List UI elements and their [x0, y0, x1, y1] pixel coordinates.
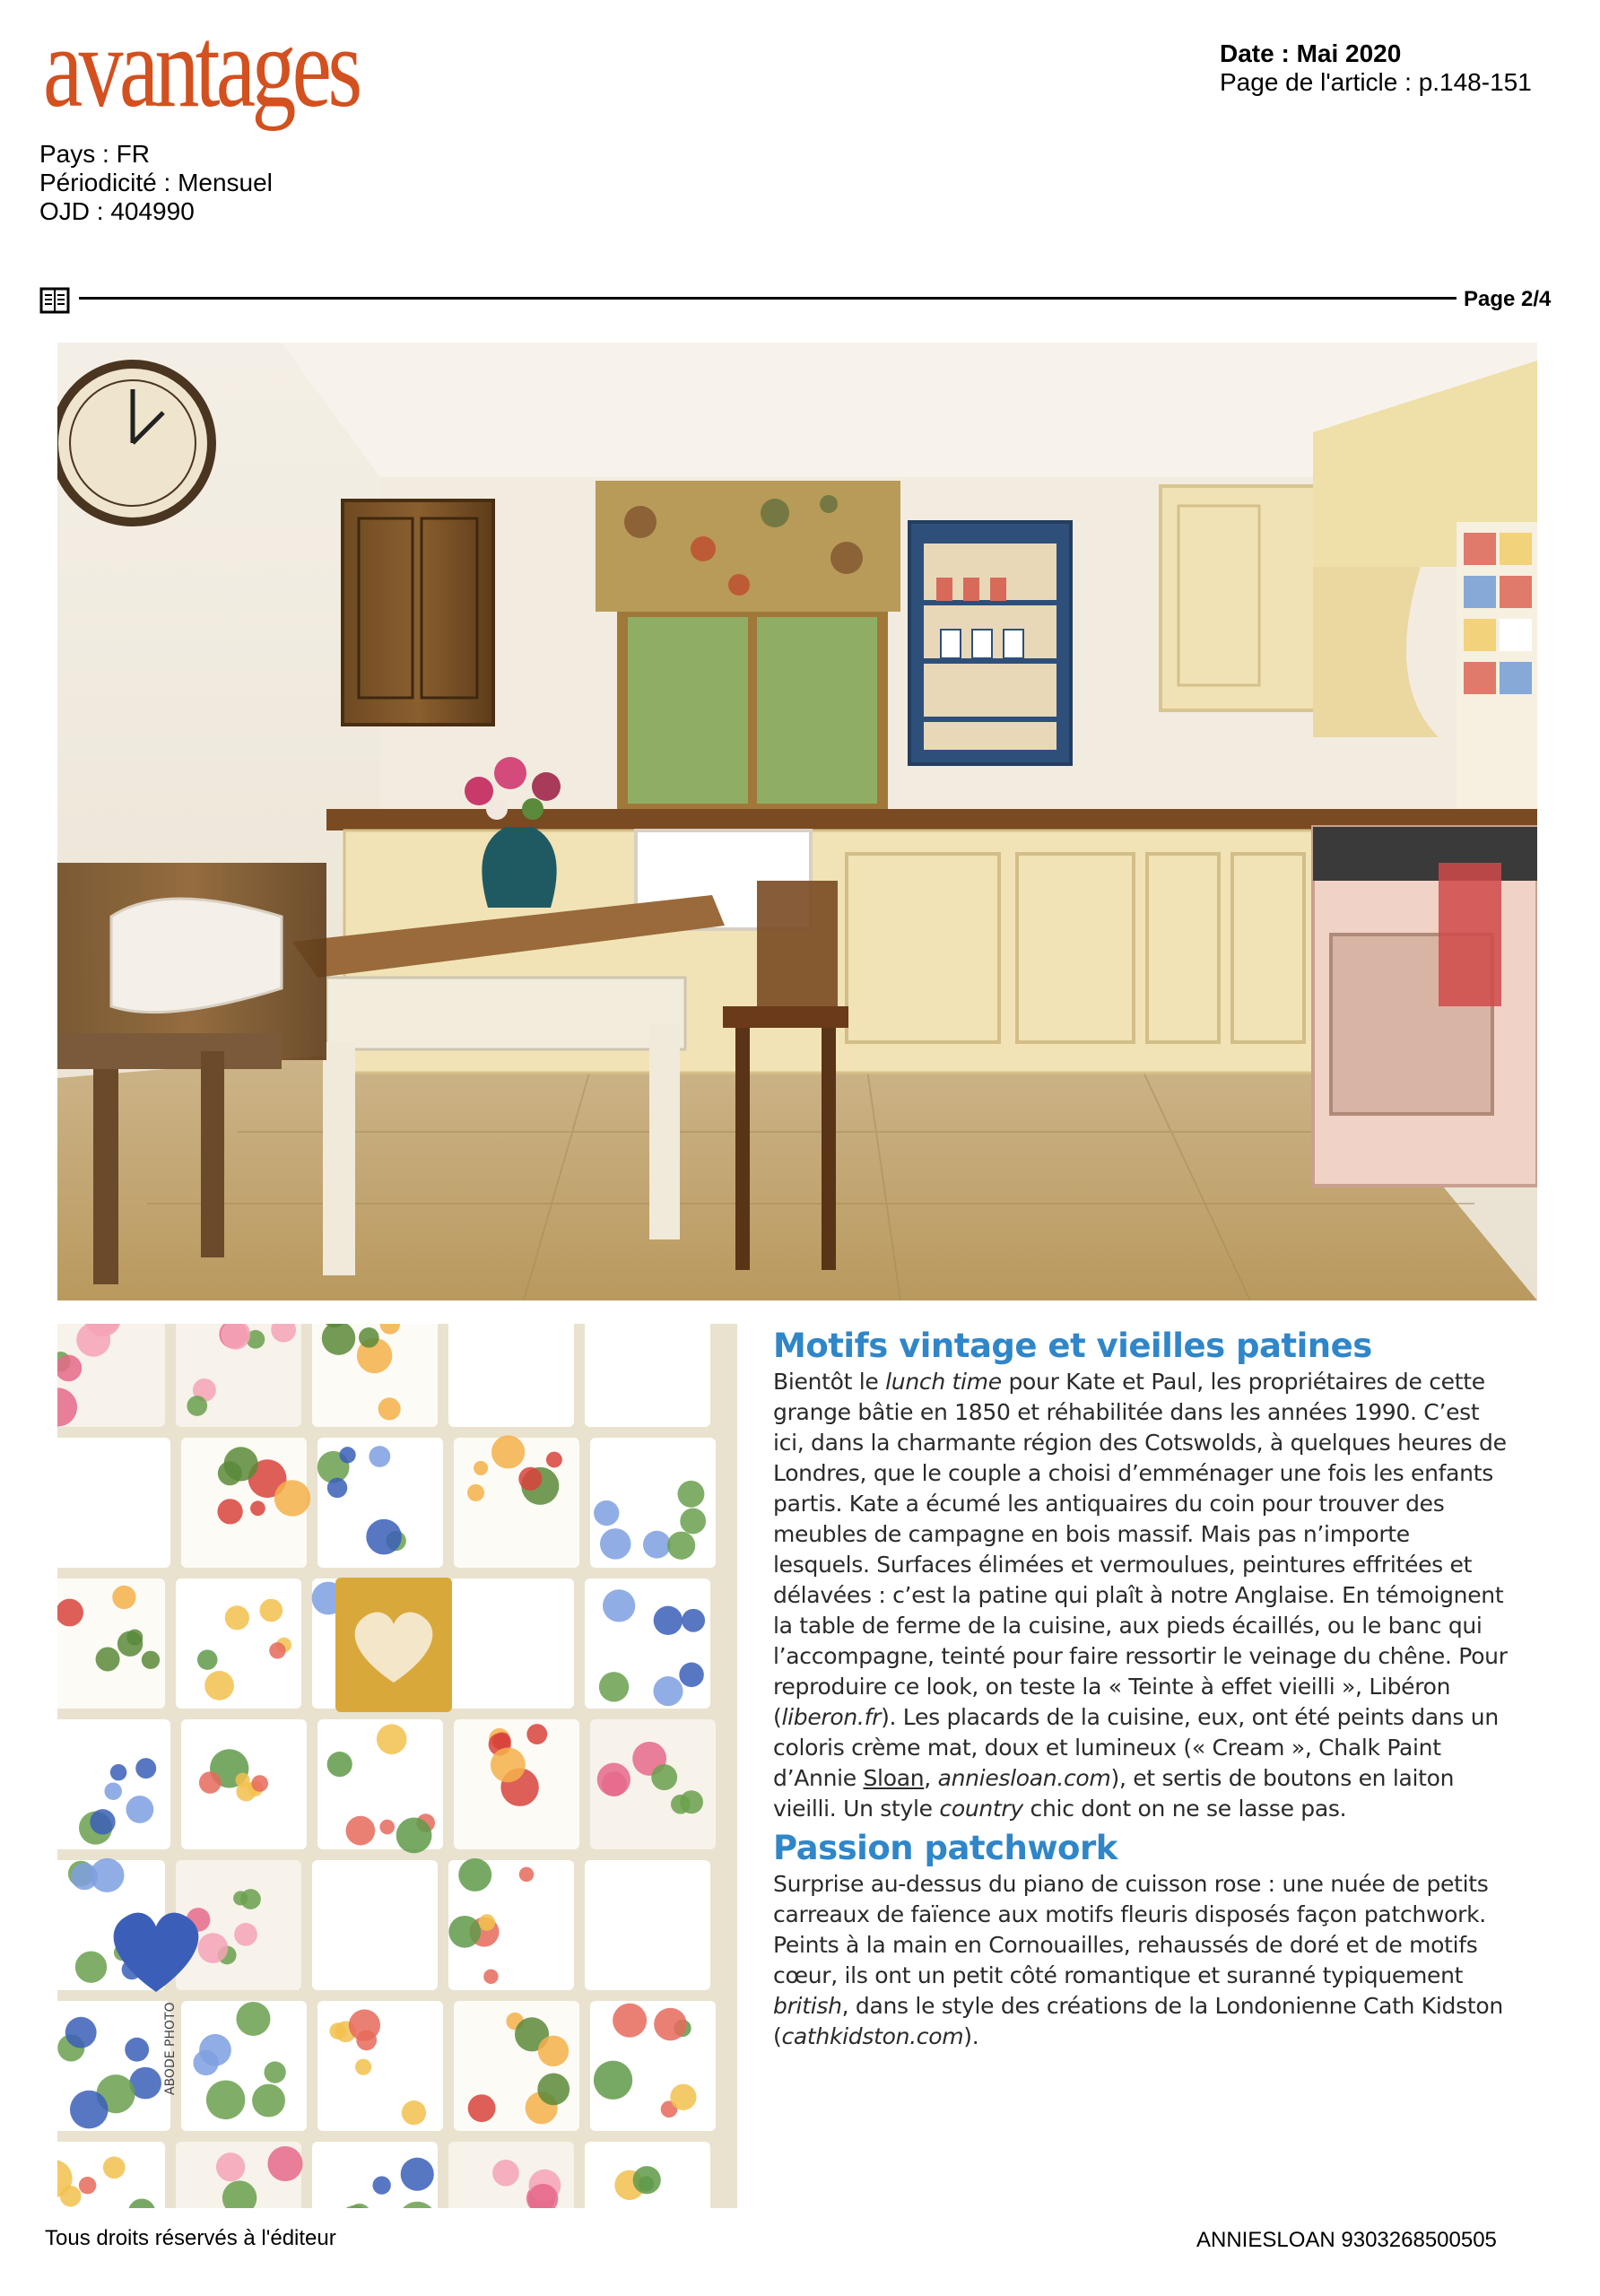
photo-credit: ABODE PHOTO — [163, 2002, 178, 2095]
tile-flower — [236, 2002, 270, 2036]
tile — [448, 1324, 574, 1427]
tile-flower — [378, 1397, 401, 1420]
tile-flower — [526, 1724, 547, 1744]
tile-flower — [217, 1499, 242, 1524]
tile-flower — [654, 1606, 683, 1635]
tile — [448, 1578, 574, 1709]
tile-flower — [269, 1642, 285, 1658]
tile-flower — [491, 1747, 526, 1782]
tile-flower — [402, 2100, 426, 2125]
tile-flower — [396, 1818, 432, 1854]
tile-flower — [197, 1649, 218, 1670]
tile-flower — [199, 1771, 222, 1794]
header-rule — [79, 297, 1457, 300]
tile-flower — [467, 1484, 484, 1501]
tile-flower — [600, 1528, 631, 1560]
newspaper-icon — [39, 285, 70, 316]
country: Pays : FR — [39, 140, 150, 168]
tile-flower — [653, 1676, 683, 1706]
tile-flower — [252, 2084, 285, 2118]
tile-flower — [79, 2177, 96, 2194]
tile-flower — [103, 2156, 126, 2179]
tile — [585, 1860, 710, 1990]
tile-flower — [667, 1532, 695, 1560]
tile-flower — [240, 1889, 261, 1909]
tile-flower — [104, 1782, 121, 1799]
tile-flower — [492, 2160, 519, 2187]
tile-flower — [206, 2081, 246, 2120]
document-code: ANNIESLOAN 9303268500505 — [1196, 2228, 1497, 2252]
tile-flower — [613, 2004, 647, 2038]
tile-flower — [204, 1671, 234, 1700]
tile-flower — [349, 2009, 380, 2040]
tile — [312, 1860, 438, 1990]
kitchen-illustration — [57, 343, 1537, 1300]
tile-flower — [369, 1446, 390, 1467]
page-number: Page 2/4 — [1464, 287, 1552, 311]
tile-flower — [474, 1461, 488, 1475]
tile-flower — [682, 1609, 705, 1632]
tile-flower — [274, 1480, 310, 1516]
tile-flower — [265, 2061, 286, 2083]
tile-flower — [594, 2061, 632, 2100]
tile — [57, 1578, 165, 1709]
tile-flower — [346, 1816, 376, 1846]
tile-flower — [225, 1605, 249, 1630]
rights-notice: Tous droits réservés à l'éditeur — [45, 2226, 336, 2250]
tile-flower — [112, 1586, 135, 1609]
tile-flower — [372, 2176, 390, 2194]
tile-flower — [329, 2022, 346, 2039]
tile-flower — [538, 2036, 569, 2066]
tile-flower — [677, 1481, 704, 1508]
tile-flower — [491, 1435, 525, 1468]
article-date: Date : Mai 2020 — [1220, 39, 1402, 67]
periodicity: Périodicité : Mensuel — [39, 169, 273, 196]
tile-flower — [76, 1324, 110, 1357]
tile-flower — [110, 1764, 126, 1780]
tile-flower — [518, 1467, 542, 1491]
tile-flower — [198, 1933, 229, 1963]
tile-flower — [359, 1327, 379, 1348]
tile-flower — [458, 1858, 491, 1892]
tile-flower — [594, 1500, 619, 1526]
article-body — [773, 1326, 1509, 2056]
tile-flower — [193, 2050, 218, 2075]
tile-flower — [216, 2152, 245, 2181]
tile-flower — [327, 1478, 347, 1498]
tile-flower — [251, 1775, 268, 1792]
ojd: OJD : 404990 — [39, 197, 195, 225]
kitchen-photo — [57, 343, 1537, 1300]
tile-flower — [260, 1599, 283, 1622]
tile-flower — [479, 1914, 496, 1931]
tile-flower — [234, 1923, 257, 1946]
tile-flower — [65, 2017, 97, 2048]
tile-flower — [401, 2158, 434, 2191]
tile-flower — [671, 1795, 691, 1814]
tile-flower — [468, 2094, 496, 2122]
tile-flower — [135, 1758, 156, 1779]
tile-flower — [125, 2038, 149, 2062]
tile-flower — [142, 1651, 160, 1669]
tile-flower — [70, 2091, 109, 2129]
article-pages: Page de l'article : p.148-151 — [1220, 68, 1532, 96]
tile-flower — [651, 1764, 677, 1790]
tile-flower — [603, 1589, 635, 1622]
article-heading-patchwork: Passion patchwork — [773, 1829, 1117, 1867]
tile-flower — [327, 1752, 352, 1777]
tile-flower — [679, 1663, 704, 1688]
tile-flower — [90, 1809, 115, 1834]
tile-flower — [250, 1500, 265, 1516]
tile — [585, 1324, 710, 1427]
tile-flower — [339, 1447, 355, 1463]
article-heading-motifs: Motifs vintage et vieilles patines — [773, 1326, 1372, 1365]
article-meta — [1220, 39, 1532, 97]
tile-flower — [680, 1509, 706, 1535]
publication-meta — [39, 140, 273, 226]
tiles-photo — [57, 1324, 737, 2208]
tile-flower — [670, 2084, 696, 2110]
article-paragraph-2: Surprise au-dessus du piano de cuisson rose : une nuée de petits carreaux de faïence aux motifs fleuris disposés façon patchwork. Peints à la main en Cornouailles, rehaussés de doré et de motifs cœur, ils ont un petit côté romantique et suranné typiquement british, dans le style des créations de la Londonienne Cath Kidston (cathkidston.com). — [773, 1871, 1503, 2049]
tile-flower — [117, 1631, 143, 1657]
tile-flower — [633, 2166, 661, 2194]
tile-flower — [483, 1970, 498, 1984]
tile — [57, 1438, 170, 1568]
magazine-logo: avantages — [43, 4, 359, 131]
tile-flower — [223, 1447, 257, 1481]
patchwork-tiles-illustration — [57, 1324, 737, 2208]
tile-flower — [377, 1724, 407, 1754]
tile-flower — [355, 2059, 371, 2075]
tile-grid — [57, 1324, 716, 2208]
tile-flower — [366, 1519, 402, 1555]
tile-flower — [546, 1452, 562, 1468]
tile-flower — [654, 2008, 687, 2041]
tile-flower — [643, 1531, 671, 1559]
tile-flower — [537, 2074, 570, 2106]
tile-flower — [236, 1773, 250, 1787]
tile-flower — [187, 1396, 207, 1416]
tile-flower — [599, 1672, 629, 1701]
tile-flower — [96, 1648, 120, 1672]
tile-flower — [126, 1796, 153, 1823]
tile-flower — [379, 1820, 395, 1835]
tile-flower — [90, 1858, 124, 1892]
article-paragraph-1: Bientôt le lunch time pour Kate et Paul, les propriétaires de cette grange bâtie en 1850 et réhabilitée dans les années 1990. C’est ici, dans la charmante région des Cotswolds, à quelques heures de Londres, que le couple a choisi d’emménager une fois les enfants partis. Kate a écumé les antiquaires du coin pour trouver des meubles de campagne en bois massif. Mais pas n’importe lesquels. Surfaces élimées et vermoulues, peintures effritées et délavées : c’est la patine qui plaît à notre Anglaise. En témoignent la table de ferme de la cuisine, aux pieds écaillés, ou le banc qui l’accompagne, teinté pour faire ressortir le veinage du chêne. Pour reproduire ce look, on teste la « Teinte à effet vieilli », Libéron (liberon.fr). Les placards de la cuisine, eux, ont été peints dans un coloris crème mat, doux et lumineux (« Cream », Chalk Paint d’Annie Sloan, anniesloan.com), et sertis de boutons en laiton vieilli. Un style country chic dont on ne se lasse pas. — [773, 1369, 1508, 1822]
tile-flower — [448, 1916, 481, 1948]
tile-flower — [75, 1952, 107, 1983]
tile-flower — [267, 2146, 302, 2181]
tile-flower — [597, 1763, 630, 1796]
tile-flower — [519, 1867, 535, 1883]
